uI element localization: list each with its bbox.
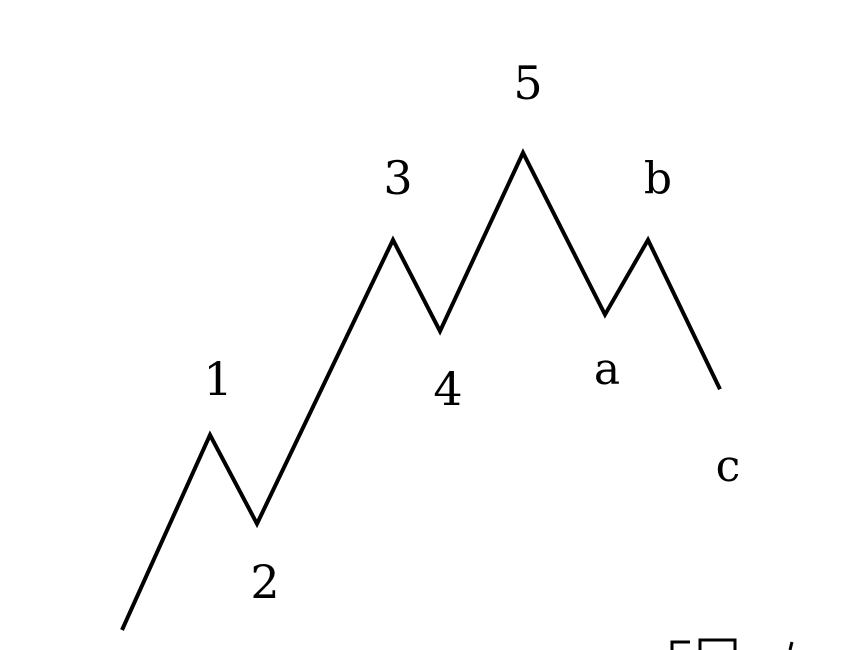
wave-label-a: a xyxy=(593,344,621,396)
wave-label-4: 4 xyxy=(433,362,463,417)
wave-label-c: c xyxy=(715,440,741,492)
caption-fragment xyxy=(672,640,792,650)
wave-label-2: 2 xyxy=(250,554,280,609)
wave-labels xyxy=(203,56,740,609)
wave-label-3: 3 xyxy=(383,150,413,205)
wave-label-b: b xyxy=(643,153,673,205)
wave-label-5: 5 xyxy=(513,55,543,110)
wave-label-1: 1 xyxy=(203,351,233,406)
